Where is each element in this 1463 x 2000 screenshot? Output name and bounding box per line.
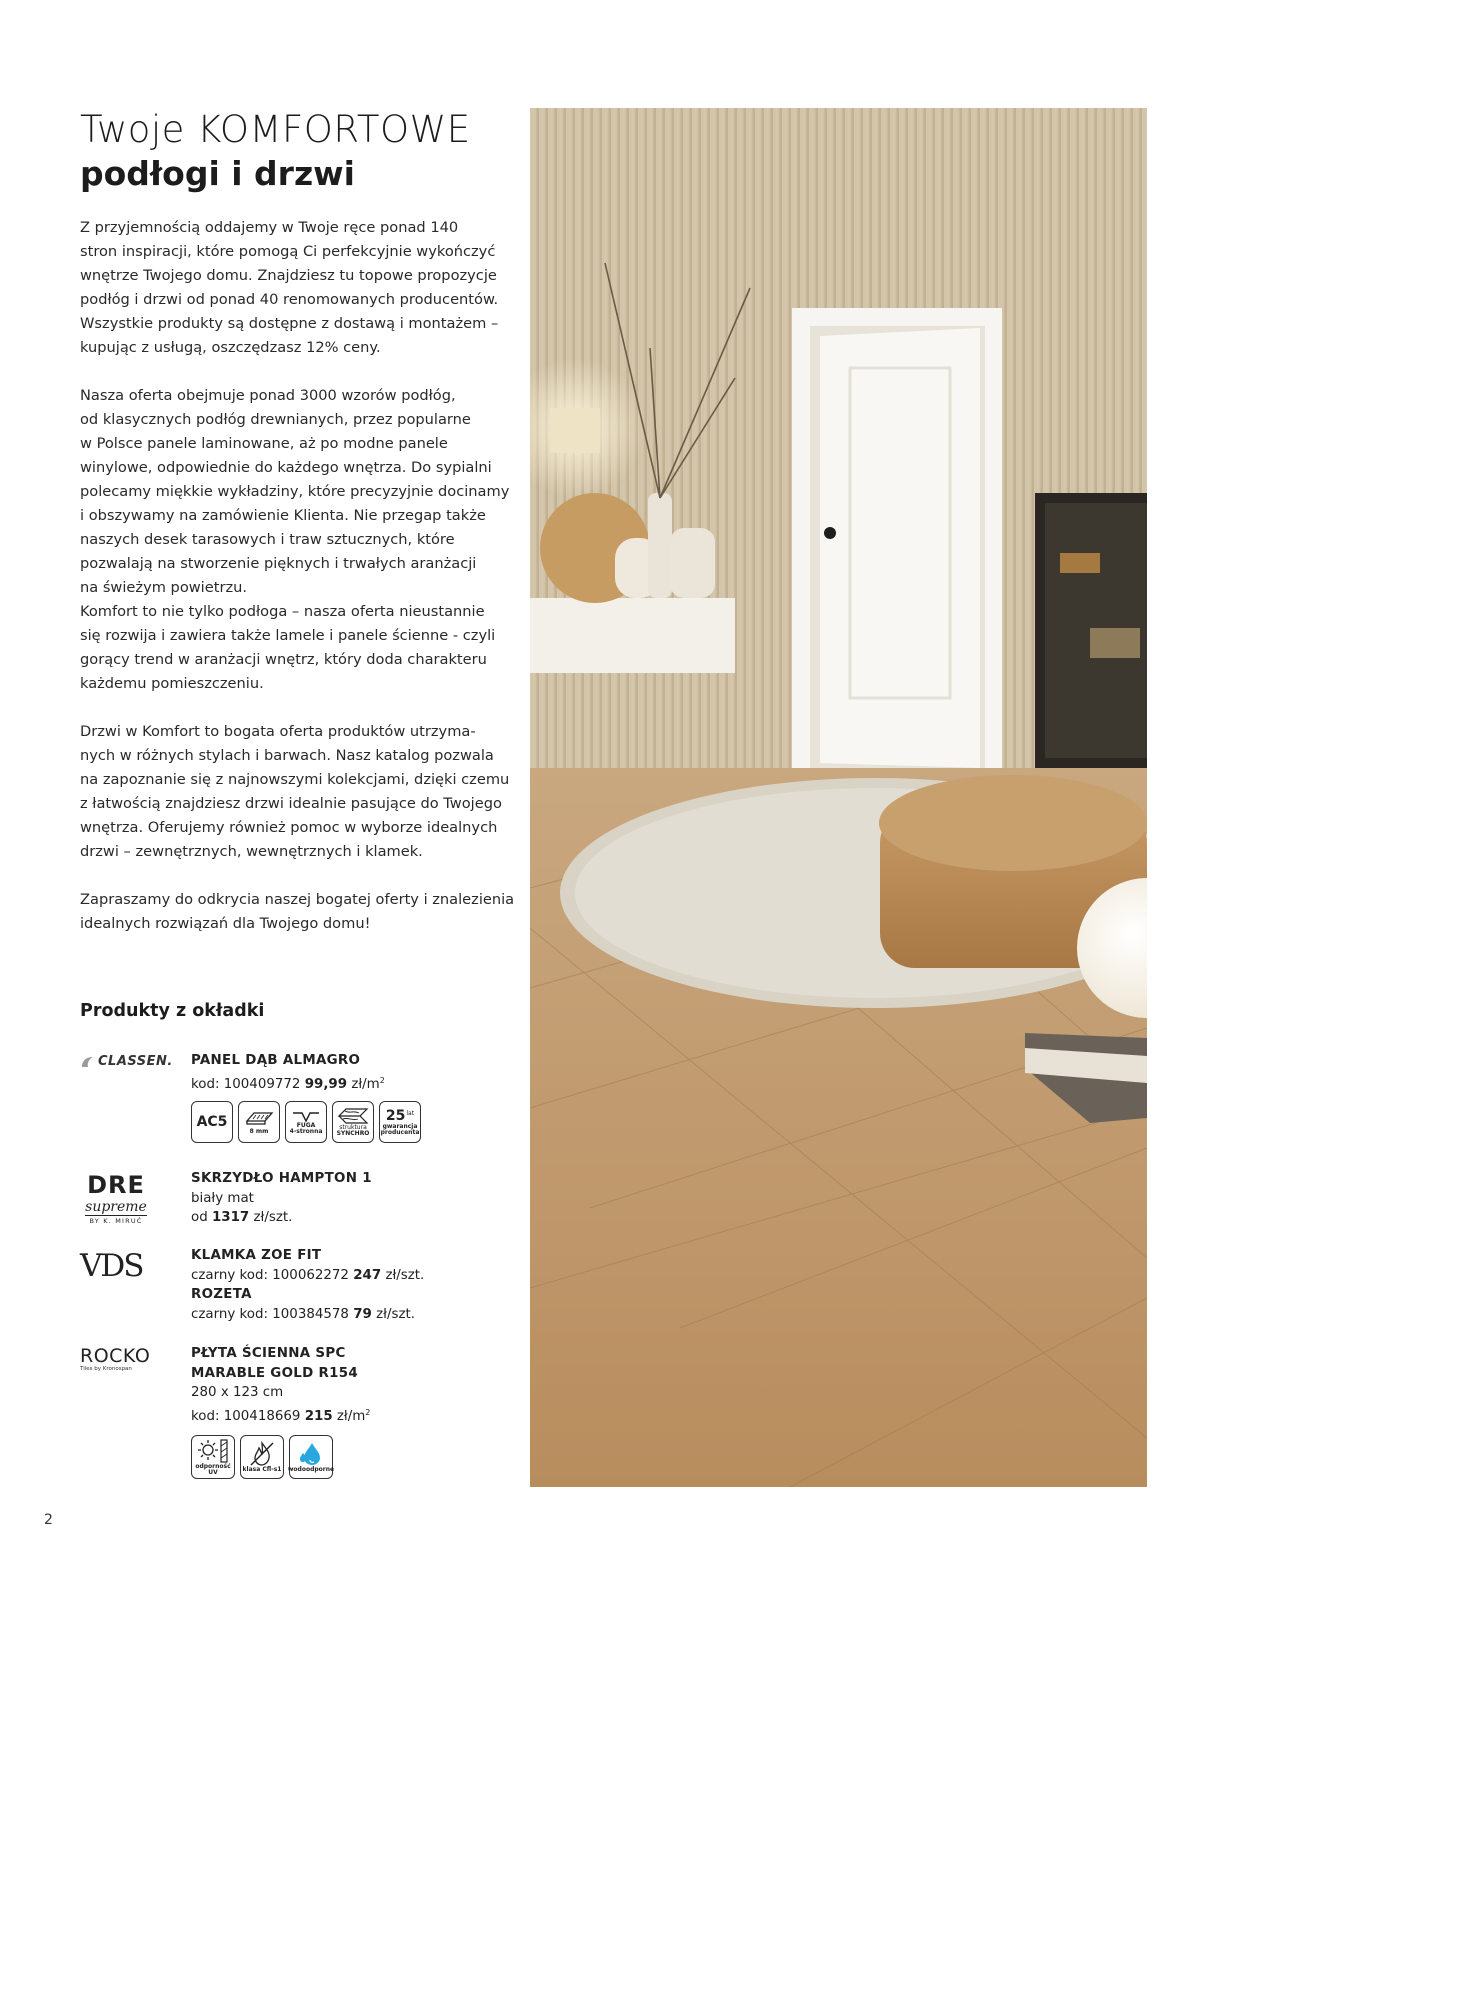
intro-paragraph-2 <box>80 384 510 696</box>
text-line: od klasycznych podłóg drewnianych, przez popularne <box>80 411 471 428</box>
ac-class-label: AC5 <box>196 1114 228 1130</box>
text-line: Komfort to nie tylko podłoga – nasza oferta nieustannie <box>80 603 485 620</box>
product-price-line <box>191 1266 424 1286</box>
fire-icon <box>247 1441 277 1467</box>
warranty-years: 25 <box>385 1107 406 1124</box>
text-line: idealnych rozwiązań dla Twojego domu! <box>80 915 371 932</box>
product-size: 280 x 123 cm <box>191 1385 284 1400</box>
text-line: polecamy miękkie wykładziny, które precyzyjnie docinamy <box>80 483 510 500</box>
product-price: 1317 <box>211 1210 250 1225</box>
text-line: podłóg i drzwi od ponad 40 renomowanych producentów. <box>80 291 499 308</box>
thickness-icon <box>244 1109 274 1129</box>
unit-superscript: 2 <box>379 1075 385 1085</box>
text-line: Z przyjemnością oddajemy w Twoje ręce ponad 140 <box>80 219 459 236</box>
thickness-badge <box>238 1101 280 1143</box>
text-line: na świeżym powietrzu. <box>80 579 247 596</box>
product-price-line <box>191 1208 372 1228</box>
dre-supreme-text: supreme <box>85 1199 147 1215</box>
product-variant: biały mat <box>191 1190 254 1206</box>
warranty-badge <box>379 1101 421 1143</box>
text-line: wnętrza. Oferujemy również pomoc w wyborze idealnych <box>80 819 498 836</box>
structure-badge <box>332 1101 374 1143</box>
product-unit: zł/szt. <box>253 1210 293 1225</box>
product-handle <box>80 1244 500 1324</box>
product-panel <box>80 1048 500 1152</box>
uv-icon <box>196 1438 230 1464</box>
text-line: stron inspiracji, które pomogą Ci perfekcyjnie wykończyć <box>80 243 496 260</box>
interior-scene-illustration <box>530 108 1147 1487</box>
text-line: w Polsce panele laminowane, aż po modne panele <box>80 435 448 452</box>
product-price: 215 <box>304 1408 333 1424</box>
product-code-2: czarny kod: 100384578 <box>191 1306 349 1322</box>
dre-byline: BY K. MIRUĆ <box>89 1217 143 1225</box>
text-line: każdemu pomieszczeniu. <box>80 675 264 692</box>
product-price: 247 <box>353 1267 382 1283</box>
product-name: PANEL DĄB ALMAGRO <box>191 1053 361 1068</box>
text-line: winylowe, odpowiednie do każdego wnętrza. Do sypialni <box>80 459 492 476</box>
product-name: SKRZYDŁO HAMPTON 1 <box>191 1171 372 1186</box>
intro-text <box>80 216 515 936</box>
warranty-label-2: producenta <box>380 1129 420 1136</box>
text-line: drzwi – zewnętrznych, wewnętrznych i klamek. <box>80 843 423 860</box>
fuga-label-2: 4-stronna <box>289 1128 323 1135</box>
product-unit-2: zł/szt. <box>376 1306 415 1322</box>
rocko-logo <box>80 1346 150 1373</box>
fuga-label-1: FUGA <box>296 1121 316 1129</box>
fire-class-badge <box>240 1435 284 1479</box>
product-name-line-1: PŁYTA ŚCIENNA SPC <box>191 1346 346 1361</box>
text-line: Drzwi w Komfort to bogata oferta produktów utrzyma- <box>80 723 476 740</box>
product-price-line <box>191 1403 370 1427</box>
page-title-bold: podłogi i drzwi <box>80 154 355 193</box>
product-price: 99,99 <box>304 1076 348 1092</box>
text-line: naszych desek tarasowych i traw sztucznych, które <box>80 531 455 548</box>
panel-feature-badges <box>191 1101 421 1143</box>
product-code: kod: 100409772 <box>191 1076 301 1092</box>
product-name: KLAMKA ZOE FIT <box>191 1248 322 1263</box>
fuga-badge <box>285 1101 327 1143</box>
ac5-badge <box>191 1101 233 1143</box>
structure-label-2: SYNCHRO <box>336 1130 370 1137</box>
product-code: czarny kod: 100062272 <box>191 1267 349 1283</box>
water-drop-icon <box>296 1441 326 1467</box>
warranty-label-1: gwarancja <box>382 1122 418 1130</box>
product-wall-panel <box>80 1342 500 1482</box>
product-unit: zł/m <box>336 1408 366 1424</box>
text-line: Wszystkie produkty są dostępne z dostawą i montażem – <box>80 315 499 332</box>
product-name-2: ROZETA <box>191 1287 252 1302</box>
rocko-subtitle: Tiles by Kronospan <box>80 1366 132 1372</box>
structure-icon <box>337 1107 369 1125</box>
products-heading: Produkty z okładki <box>80 1001 265 1021</box>
fuga-icon <box>291 1109 321 1123</box>
product-name-line-2: MARABLE GOLD R154 <box>191 1365 358 1381</box>
classen-swoosh-icon <box>80 1055 94 1069</box>
thickness-label: 8 mm <box>249 1127 269 1135</box>
classen-brand-text: CLASSEN. <box>98 1054 173 1069</box>
waterproof-label: wodoodporne <box>287 1465 335 1473</box>
product-door <box>80 1166 500 1236</box>
vds-logo: VDS <box>80 1248 143 1284</box>
dre-brand-text: DRE <box>87 1171 145 1199</box>
text-line: Zapraszamy do odkrycia naszej bogatej oferty i znalezienia <box>80 891 515 908</box>
text-line: wnętrze Twojego domu. Znajdziesz tu topowe propozycje <box>80 267 497 284</box>
uv-badge <box>191 1435 235 1479</box>
product-price-line-2 <box>191 1305 424 1325</box>
classen-logo <box>80 1054 173 1069</box>
fire-class-label: klasa Cfl-s1 <box>242 1465 282 1473</box>
intro-paragraph-4 <box>80 888 515 936</box>
panel-info <box>191 1051 385 1094</box>
text-line: kupując z usługą, oszczędzasz 12% ceny. <box>80 339 381 356</box>
waterproof-badge <box>289 1435 333 1479</box>
intro-paragraph-3 <box>80 720 510 864</box>
text-line: nych w różnych stylach i barwach. Nasz katalog pozwala <box>80 747 494 764</box>
price-prefix: od <box>191 1210 208 1225</box>
interior-photo <box>530 108 1147 1487</box>
rocko-brand-text: ROCKO <box>80 1345 151 1367</box>
structure-label-1: struktura <box>339 1123 367 1131</box>
text-line: Nasza oferta obejmuje ponad 3000 wzorów podłóg, <box>80 387 456 404</box>
page-title-light: Twoje KOMFORTOWE <box>80 108 471 151</box>
warranty-years-unit: lat <box>406 1109 415 1117</box>
intro-paragraph-1 <box>80 216 499 360</box>
dre-logo <box>80 1171 152 1226</box>
unit-superscript: 2 <box>365 1407 371 1417</box>
product-code: kod: 100418669 <box>191 1408 301 1424</box>
door-info <box>191 1169 372 1228</box>
product-price-line <box>191 1071 385 1095</box>
text-line: i obszywamy na zamówienie Klienta. Nie przegap także <box>80 507 486 524</box>
wall-panel-info <box>191 1344 370 1426</box>
page-number: 2 <box>44 1512 53 1528</box>
handle-info <box>191 1246 424 1324</box>
product-unit: zł/m <box>351 1076 380 1092</box>
product-price-2: 79 <box>353 1306 372 1322</box>
wall-panel-feature-badges <box>191 1435 333 1479</box>
text-line: z łatwością znajdziesz drzwi idealnie pasujące do Twojego <box>80 795 502 812</box>
uv-label: odporność UV <box>195 1462 231 1476</box>
text-line: pozwalają na stworzenie pięknych i trwałych aranżacji <box>80 555 477 572</box>
text-line: gorący trend w aranżacji wnętrz, który doda charakteru <box>80 651 487 668</box>
text-line: się rozwija i zawiera także lamele i panele ścienne - czyli <box>80 627 496 644</box>
text-line: na zapoznanie się z najnowszymi kolekcjami, dzięki czemu <box>80 771 510 788</box>
product-unit: zł/szt. <box>385 1267 425 1283</box>
